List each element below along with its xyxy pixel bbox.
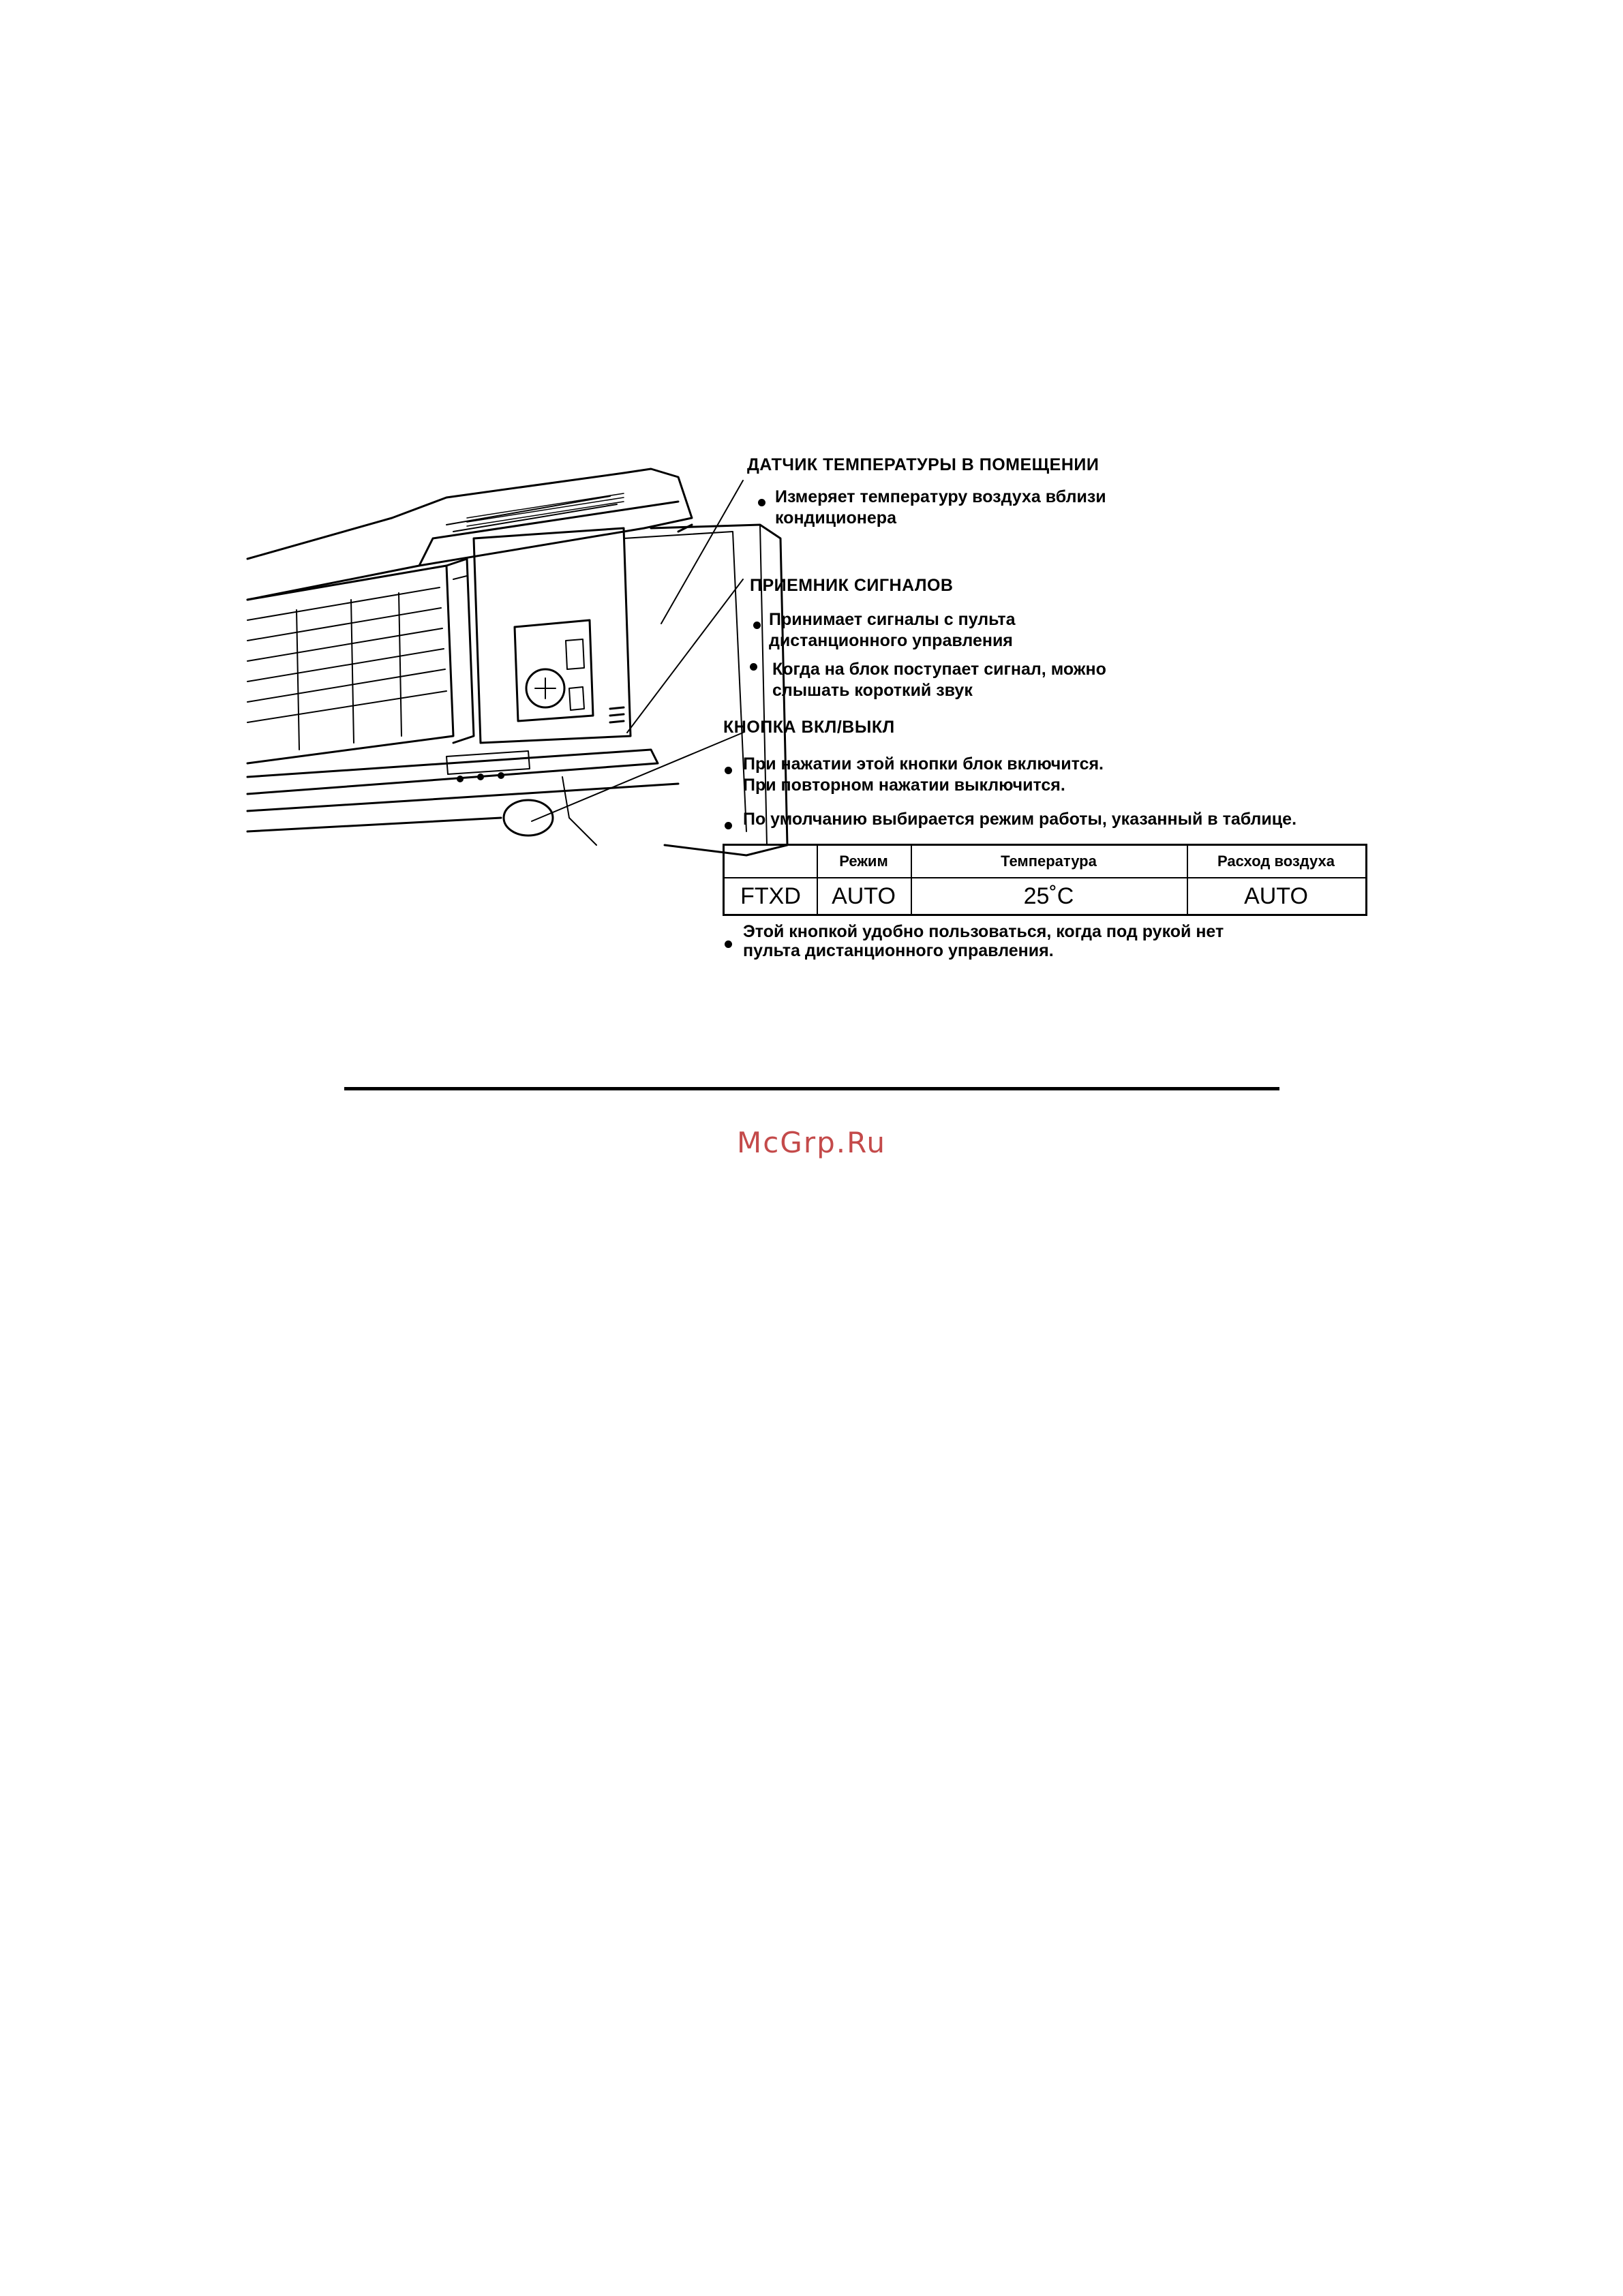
button-bullet1-line2: При повторном нажатии выключится. [743, 776, 1065, 795]
bullet-icon [725, 940, 732, 948]
bullet-icon [758, 499, 765, 506]
default-mode-table [723, 844, 1367, 916]
receiver-bullet1-line1: Принимает сигналы с пульта [769, 610, 1016, 629]
divider-rule [344, 1087, 1279, 1090]
button-bullet1-line1: При нажатии этой кнопки блок включится. [743, 754, 1104, 774]
receiver-bullet2-line1: Когда на блок поступает сигнал, можно [772, 660, 1106, 679]
receiver-bullet1-line2: дистанционного управления [769, 631, 1013, 650]
table-header-mode: Режим [839, 853, 888, 870]
sensor-line-2: кондиционера [775, 508, 896, 527]
table-cell-model: FTXD [740, 883, 801, 909]
bullet-icon [750, 663, 757, 671]
bullet-icon [753, 622, 761, 629]
table-header-temperature: Температура [1001, 853, 1097, 870]
bullet-icon [725, 822, 732, 829]
table-cell-mode: AUTO [832, 883, 896, 909]
sensor-line-1: Измеряет температуру воздуха вблизи [775, 487, 1106, 506]
receiver-bullet2-line2: слышать короткий звук [772, 681, 973, 700]
sensor-title: ДАТЧИК ТЕМПЕРАТУРЫ В ПОМЕЩЕНИИ [747, 455, 1099, 474]
bullet-icon [725, 767, 732, 774]
table-header-empty [725, 846, 817, 877]
receiver-title: ПРИЕМНИК СИГНАЛОВ [750, 576, 954, 595]
table-cell-temperature: 25˚C [1023, 883, 1074, 909]
button-title: КНОПКА ВКЛ/ВЫКЛ [723, 718, 895, 737]
table-header-airflow: Расход воздуха [1217, 853, 1335, 870]
button-bullet2: По умолчанию выбирается режим работы, указанный в таблице. [743, 810, 1297, 829]
watermark: McGrp.Ru [736, 1126, 887, 1159]
note-line-2: пульта дистанционного управления. [743, 941, 1054, 960]
note-line-1: Этой кнопкой удобно пользоваться, когда под рукой нет [743, 922, 1224, 941]
table-cell-airflow: AUTO [1244, 883, 1308, 909]
